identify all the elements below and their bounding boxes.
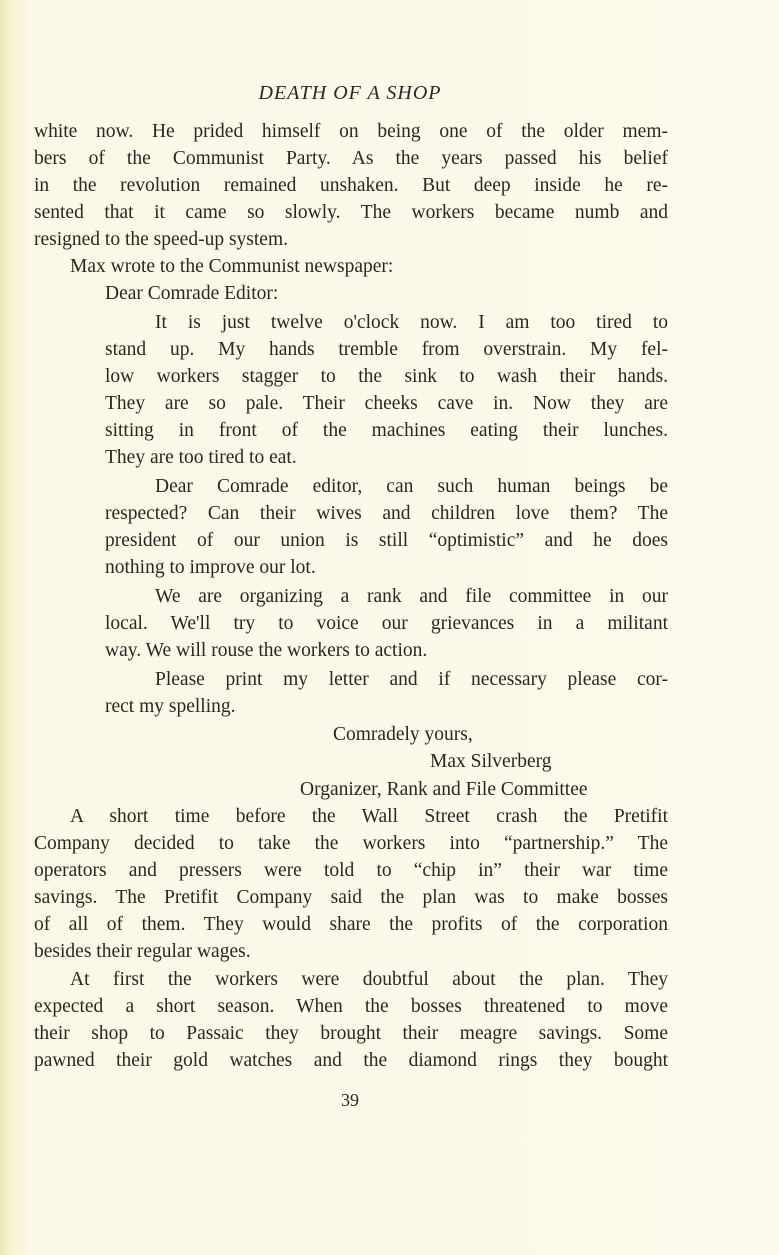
running-header: DEATH OF A SHOP [258,82,442,104]
text-line: white now. He prided himself on being one of the older mem- [34,121,668,142]
text-line: way. We will rouse the workers to action. [105,640,428,661]
text-line: Organizer, Rank and File Committee [300,779,588,800]
text-line: At first the workers were doubtful about the plan. They [70,969,668,990]
text-line: their shop to Passaic they brought their meagre savings. Some [34,1023,668,1044]
text-line: bers of the Communist Party. As the years passed his belief [34,148,668,169]
text-line: Max Silverberg [430,751,552,772]
page-number: 39 [341,1090,359,1110]
text-line: It is just twelve o'clock now. I am too tired to [155,312,668,333]
text-line: resigned to the speed-up system. [34,229,288,250]
text-line: in the revolution remained unshaken. But deep inside he re- [34,175,668,196]
text-line: low workers stagger to the sink to wash their hands. [105,366,668,387]
text-line: operators and pressers were told to “chip in” their war time [34,860,668,881]
text-line: pawned their gold watches and the diamond rings they bought [34,1050,668,1071]
text-line: They are too tired to eat. [105,447,297,468]
text-line: A short time before the Wall Street crash the Pretifit [70,806,668,827]
text-line: They are so pale. Their cheeks cave in. Now they are [105,393,668,414]
text-line: Comradely yours, [333,724,473,745]
text-line: We are organizing a rank and file committee in our [155,586,668,607]
text-line: Please print my letter and if necessary please cor- [155,669,668,690]
text-line: besides their regular wages. [34,941,251,962]
text-line: Company decided to take the workers into “partnership.” The [34,833,668,854]
text-line: sented that it came so slowly. The workers became numb and [34,202,668,223]
text-line: local. We'll try to voice our grievances in a militant [105,613,668,634]
text-line: rect my spelling. [105,696,236,717]
text-line: of all of them. They would share the profits of the corporation [34,914,668,935]
text-line: expected a short season. When the bosses threatened to move [34,996,668,1017]
text-line: sitting in front of the machines eating their lunches. [105,420,668,441]
text-line: Max wrote to the Communist newspaper: [70,256,394,277]
text-line: Dear Comrade editor, can such human beings be [155,476,668,497]
text-line: Dear Comrade Editor: [105,283,279,304]
text-line: savings. The Pretifit Company said the plan was to make bosses [34,887,668,908]
text-line: respected? Can their wives and children love them? The [105,503,668,524]
text-line: nothing to improve our lot. [105,557,316,578]
text-line: president of our union is still “optimistic” and he does [105,530,668,551]
text-line: stand up. My hands tremble from overstrain. My fel- [105,339,668,360]
